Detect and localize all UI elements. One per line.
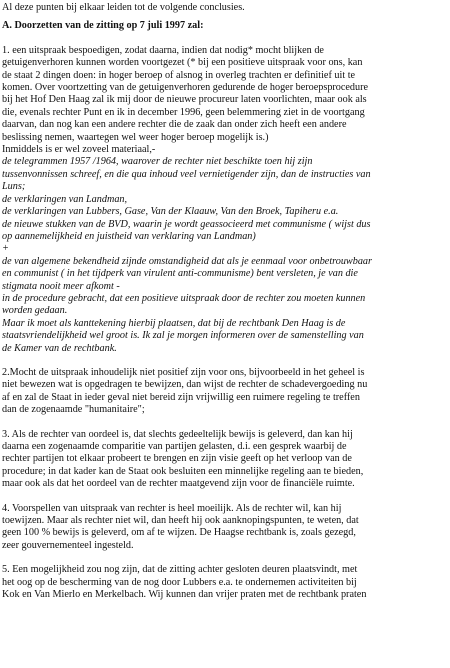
text-line: toewijzen. Maar als rechter niet wil, dan heeft hij ook aanknopingspunten, te weten, dat (2, 515, 359, 527)
text-line: getuigenverhoren kunnen worden voortgezet (* bij een positieve uitspraak voor ons, kan (2, 57, 363, 69)
text-line: niet bewezen wat is opgedragen te bewijzen, dan wijst de rechter de schadevergoeding nu (2, 379, 368, 391)
paragraph-5 (2, 564, 446, 601)
italic-line: op aannemelijkheid en juistheid van verklaring van Landman) (2, 230, 256, 242)
text-line: rechter partijen tot elkaar probeert te brengen en zijn visie geeft op het verloop van de (2, 453, 352, 465)
text-line: geen 100 % bewijs is geleverd, om af te wijzen. De Haagse rechtbank is, zoals gezegd, (2, 527, 356, 539)
text-line: daarna een zogenaamde comparitie van partijen gelasten, d.i. een gesprek waarbij de (2, 441, 347, 452)
paragraph-1-italic (2, 156, 446, 355)
italic-line: Luns; (2, 181, 26, 193)
text-line: af en zal de Staat in ieder geval niet bereid zijn vrijwillig een ruimere regeling te treffen (2, 391, 360, 403)
italic-line: de van algemene bekendheid zijnde omstandigheid dat als je eenmaal voor onbetrouwbaar (2, 255, 372, 267)
text-line: dan de zogenaamde "humanitaire"; (2, 404, 145, 416)
text-line: zeer gouvernementeel ingesteld. (2, 539, 134, 551)
text-line: die, evenals rechter Punt en ik in december 1996, geen belemmering ziet in de voortgang (2, 106, 365, 118)
italic-line: Maar ik moet als kanttekening hierbij plaatsen, dat bij de rechtbank Den Haag is de (2, 317, 346, 329)
text-line: 2.Mocht de uitspraak inhoudelijk niet positief zijn voor ons, bijvoorbeeld in het geheel is (2, 366, 365, 378)
spacer (2, 552, 446, 564)
italic-line: in de procedure gebracht, dat een positieve uitspraak door de rechter zou moeten kunnen (2, 292, 366, 304)
intro-line: Al deze punten bij elkaar leiden tot de volgende conclusies. (2, 2, 245, 13)
text-line: maar ook als dat het oordeel van de rechter maatgevend zijn voor de financiële ruimte. (2, 478, 355, 490)
text-line: Inmiddels is er wel zoveel materiaal,- (2, 144, 156, 156)
section-heading: A. Doorzetten van de zitting op 7 juli 1997 zal: (2, 20, 204, 32)
italic-line: tussenvonnissen schreef, en die qua inhoud veel vernietigender zijn, dan de instructies van (2, 168, 371, 180)
paragraph-2 (2, 367, 446, 417)
italic-line: stigmata nooit meer afkomt - (2, 280, 120, 292)
text-line: het oog op de bescherming van de nog door Lubbers e.a. te ondernemen activiteiten bij (2, 576, 357, 588)
text-line: komen. Over voortzetting van de getuigenverhoren gedurende de hoger beroepsprocedure (2, 82, 369, 94)
italic-line: en communist ( in het tijdperk van virulent anti-communisme) bent versleten, je van die (2, 268, 358, 280)
text-line: bij het Hof Den Haag zal ik mij door de nieuwe procureur laten voorlichten, maar ook als (2, 94, 367, 106)
text-line: Kok en Van Mierlo en Merkelbach. Wij kunnen dan vrijer praten met de rechtbank praten (2, 589, 367, 601)
italic-line: de nieuwe stukken van de BVD, waarin je wordt geassocieerd met communisme ( wijst dus (2, 218, 371, 230)
italic-line: de verklaringen van Landman, (2, 193, 128, 205)
italic-line: de verklaringen van Lubbers, Gase, Van der Klaauw, Van den Broek, Tapiheru e.a. (2, 206, 339, 218)
text-line: daarvan, dan nog kan een andere rechter die de zaak dan onder zich heeft een andere (2, 119, 347, 131)
italic-line: staatsvriendelijkheid wel groot is. Ik zal je morgen informeren over de samenstelling van (2, 330, 364, 342)
paragraph-4 (2, 503, 446, 553)
italic-line: de telegrammen 1957 /1964, waarover de rechter niet beschikte toen hij zijn (2, 156, 313, 168)
text-line: beslissing nemen, waartegen wel weer hoger beroep mogelijk is.) (2, 131, 269, 143)
text-line: 4. Voorspellen van uitspraak van rechter is heel moeilijk. Als de rechter wil, kan hij (2, 502, 342, 514)
spacer (2, 355, 446, 367)
spacer (2, 33, 446, 45)
text-line: procedure; in dat kader kan de Staat ook besluiten een minnelijke regeling aan te bieden, (2, 465, 364, 477)
text-line: de staat 2 dingen doen: in hoger beroep of alsnog in overleg trachten er definitief uit te (2, 69, 356, 81)
text-line: 1. een uitspraak bespoedigen, zodat daarna, indien dat nodig* mocht blijken de (2, 44, 324, 56)
italic-line: worden gedaan. (2, 305, 68, 317)
text-line: 5. Een mogelijkheid zou nog zijn, dat de zitting achter gesloten deuren plaatsvindt, met (2, 564, 358, 576)
paragraph-1 (2, 45, 446, 157)
paragraph-3 (2, 429, 446, 491)
italic-line: de Kamer van de rechtbank. (2, 342, 117, 354)
text-line: 3. Als de rechter van oordeel is, dat slechts gedeeltelijk bewijs is geleverd, dan kan hij (2, 428, 353, 440)
spacer (2, 491, 446, 503)
italic-line: + (2, 243, 9, 255)
spacer (2, 417, 446, 429)
